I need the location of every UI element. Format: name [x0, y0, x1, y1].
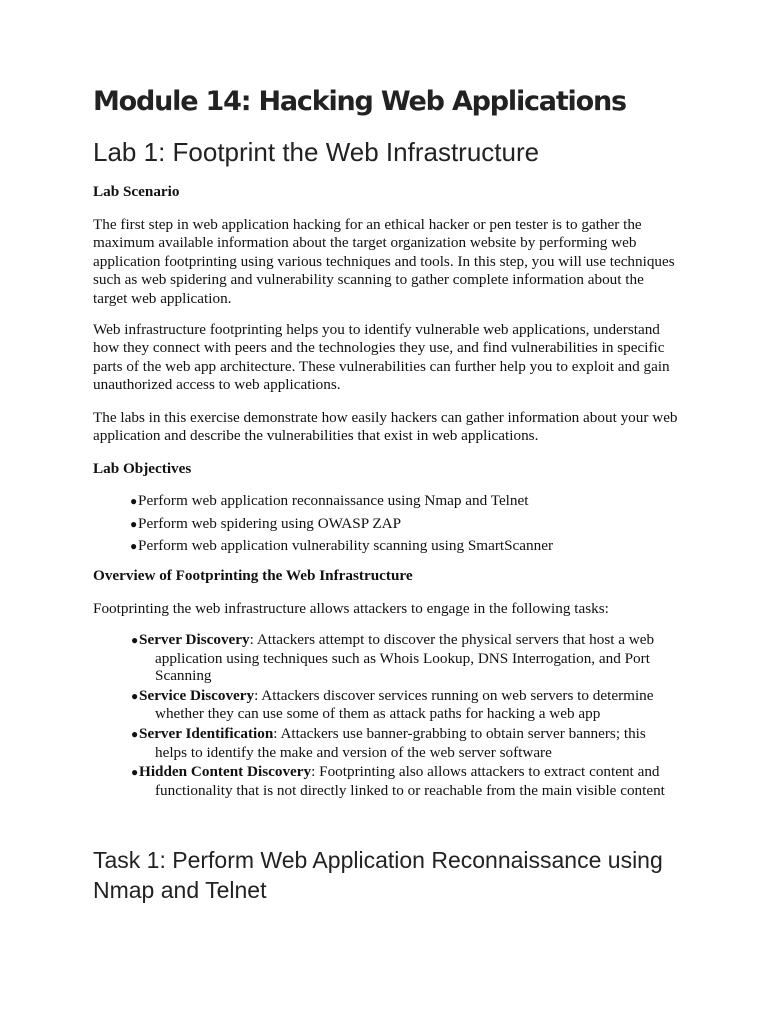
scenario-paragraph-2: Web infrastructure footprinting helps you to identify vulnerable web applications, understand how they connect with peers and the technologies they use, and find vulnerabilities in specific parts of the web app architecture. These vulnerabilities can further help you to exploit and gain unauthorized access to web applications. [93, 321, 670, 394]
task-item-server-discovery: ●Server Discovery: Attackers attempt to discover the physical servers that host a web application using techniques such as Whois Lookup, DNS Interrogation, and Port Scanning [131, 631, 655, 685]
objectives-list [93, 492, 678, 556]
task-item-service-discovery: ●Service Discovery: Attackers discover services running on web servers to determine whether they can use some of them as attack paths for hacking a web app [131, 686, 654, 723]
bullet-icon: ● [131, 688, 139, 703]
term: Server Identification [139, 724, 274, 742]
lab-scenario-heading: Lab Scenario [93, 183, 180, 200]
bullet-icon: ● [130, 516, 138, 531]
overview-intro: Footprinting the web infrastructure allows attackers to engage in the following tasks: [93, 600, 609, 617]
objective-item: ●Perform web application reconnaissance using Nmap and Telnet [130, 492, 529, 509]
term: Hidden Content Discovery [139, 763, 312, 781]
bullet-icon: ● [130, 494, 138, 508]
term: Server Discovery [139, 631, 250, 648]
bullet-icon: ● [131, 726, 139, 741]
lab-objectives-heading: Lab Objectives [93, 460, 192, 477]
overview-heading: Overview of Footprinting the Web Infrastructure [93, 567, 413, 584]
overview-task-list [93, 631, 668, 799]
objective-item: ●Perform web application vulnerability scanning using SmartScanner [130, 537, 554, 555]
bullet-icon: ● [131, 765, 139, 780]
lab-title: Lab 1: Footprint the Web Infrastructure [93, 137, 540, 167]
task-title: Task 1: Perform Web Application Reconnaissance using Nmap and Telnet [93, 847, 663, 903]
task-item-hidden-content-discovery: ●Hidden Content Discovery: Footprinting also allows attackers to extract content and functionality that is not directly linked to or reachable from the main visible content [131, 763, 665, 799]
task-item-server-identification: ●Server Identification: Attackers use banner-grabbing to obtain server banners; this helps to identify the make and version of the web server software [131, 724, 646, 761]
bullet-icon: ● [130, 539, 138, 554]
objective-item: ●Perform web spidering using OWASP ZAP [130, 514, 402, 532]
scenario-paragraph-3: The labs in this exercise demonstrate how easily hackers can gather information about your web application and describe the vulnerabilities that exist in web applications. [93, 409, 678, 445]
bullet-icon: ● [131, 633, 139, 647]
module-title: Module 14: Hacking Web Applications [93, 86, 626, 117]
scenario-paragraph-1: The first step in web application hacking for an ethical hacker or pen tester is to gather the maximum available information about the target organization website by performing web application footprinting using various techniques and tools. In this step, you will use techniques such as web spidering and vulnerability scanning to gather complete information about the target web application. [93, 216, 675, 307]
term: Service Discovery [139, 686, 255, 704]
